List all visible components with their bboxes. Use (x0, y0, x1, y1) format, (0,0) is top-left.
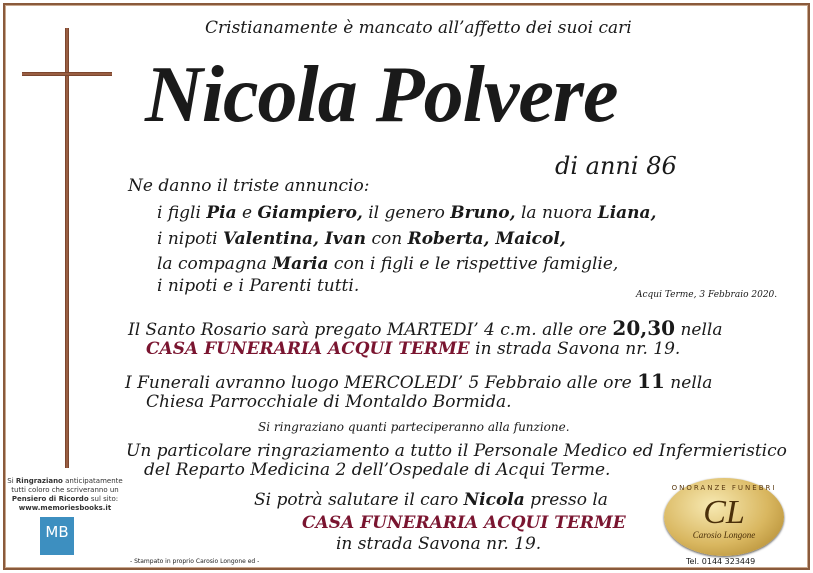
sidebar-text: sul sito: (88, 495, 119, 503)
family-line-2 (157, 229, 566, 249)
memoriesbooks-logo (40, 517, 74, 555)
visit-text: presso la (524, 490, 608, 510)
rosary-text: Il Santo Rosario sarà pregato MARTEDI’ 4 c.m. alle ore (128, 320, 613, 340)
family-name: Maria (272, 254, 329, 274)
family-line-1 (157, 203, 656, 223)
cross-bar (22, 72, 112, 76)
rosary-time: 20,30 (612, 316, 676, 340)
visit-line-1 (254, 490, 608, 510)
logo-arc-text: ONORANZE FUNEBRI (671, 484, 777, 492)
visit-address: in strada Savona nr. 19. (336, 534, 542, 554)
visit-name: Nicola (463, 490, 525, 510)
family-name: Bruno, (450, 203, 516, 223)
thanks-staff-line-1: Un particolare ringraziamento a tutto il Personale Medico ed Infermieristico (126, 441, 787, 461)
family-text: con i figli e le rispettive famiglie, (328, 254, 619, 274)
funeral-home-logo (664, 478, 784, 556)
family-name: Valentina, Ivan (223, 229, 367, 249)
family-text: i nipoti (157, 229, 224, 249)
sidebar-text: Si (7, 477, 16, 485)
thanks-participants: Si ringraziano quanti parteciperanno alla funzione. (258, 420, 570, 434)
logo-monogram: CL (703, 494, 745, 531)
funeral-line-2: Chiesa Parrocchiale di Montaldo Bormida. (146, 392, 512, 412)
footer-printer: - Stampato in proprio Carosio Longone ed - (130, 558, 260, 565)
family-text: la compagna (157, 254, 273, 274)
mb-logo-text: MB (45, 523, 69, 541)
visit-text: Si potrà salutare il caro (254, 490, 464, 510)
family-name: Liana, (597, 203, 657, 223)
book-icon (84, 547, 110, 550)
rosary-text: in strada Savona nr. 19. (469, 339, 681, 359)
rosary-line-2 (146, 339, 680, 359)
rosary-text: nella (675, 320, 723, 340)
family-text: la nuora (515, 203, 598, 223)
family-name: Roberta, Maicol, (407, 229, 566, 249)
family-name: Giampiero, (257, 203, 363, 223)
announce-intro: Ne danno il triste annuncio: (128, 176, 370, 196)
family-text: e (236, 203, 258, 223)
family-line-4: i nipoti e i Parenti tutti. (157, 276, 360, 296)
header-line: Cristianamente è mancato all’affetto dei suoi cari (205, 18, 632, 38)
rosary-line-1 (128, 316, 722, 340)
family-text: il genero (362, 203, 451, 223)
thanks-staff-line-2: del Reparto Medicina 2 dell’Ospedale di Acqui Terme. (144, 460, 611, 480)
funeral-text: nella (664, 373, 713, 393)
family-line-3 (157, 254, 618, 274)
funeral-line-1 (125, 369, 712, 393)
sidebar-note (6, 477, 124, 513)
footer-phone: Tel. 0144 323449 (686, 557, 756, 566)
rosary-venue: CASA FUNERARIA ACQUI TERME (146, 339, 470, 359)
sidebar-bold: Ringraziano (15, 477, 63, 485)
funeral-text: I Funerali avranno luogo MERCOLEDI’ 5 Febbraio alle ore (125, 373, 638, 393)
cross-icon (65, 28, 69, 468)
family-text: i figli (157, 203, 207, 223)
age-line: di anni 86 (555, 152, 677, 180)
sidebar-text: anticipatamente tutti coloro che scriveranno un (11, 477, 123, 494)
deceased-name: Nicola Polvere (145, 51, 618, 139)
logo-signature: Carosio Longone (692, 530, 756, 540)
funeral-time: 11 (637, 369, 665, 393)
memoriesbooks-link[interactable]: www.memoriesbooks.it (18, 504, 112, 512)
place-date: Acqui Terme, 3 Febbraio 2020. (636, 290, 778, 300)
sidebar-bold: Pensiero di Ricordo (11, 495, 89, 503)
family-name: Pia (206, 203, 237, 223)
family-text: con (366, 229, 408, 249)
visit-venue: CASA FUNERARIA ACQUI TERME (302, 513, 626, 533)
